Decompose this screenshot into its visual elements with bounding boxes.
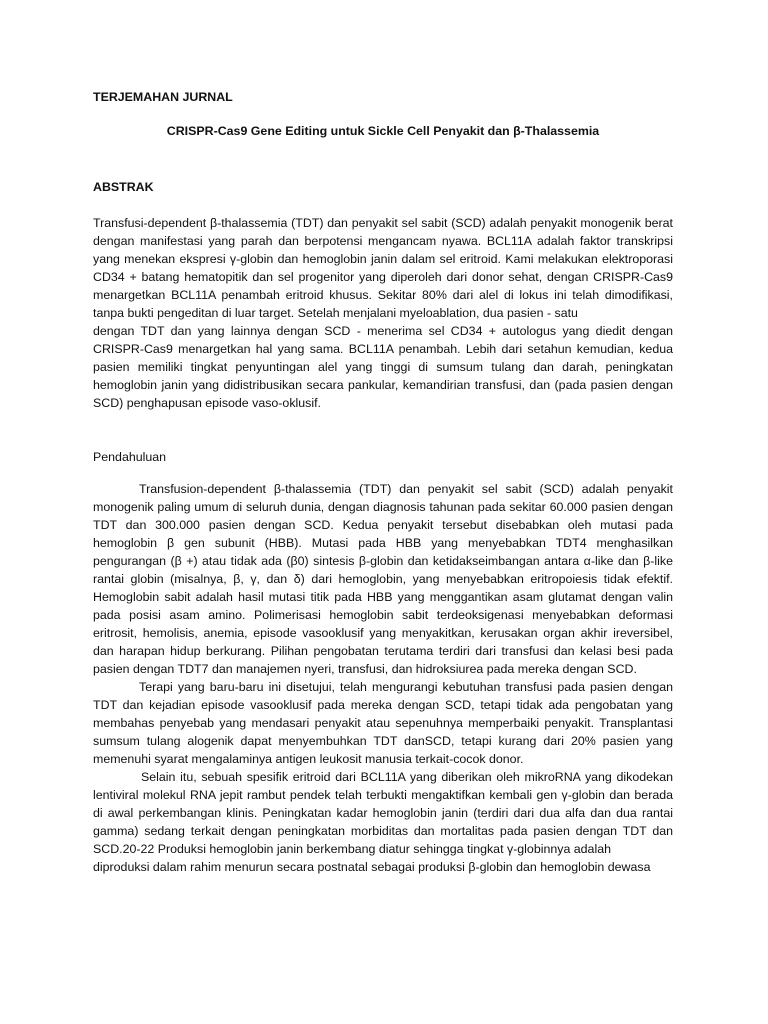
abstract-paragraph: dengan TDT dan yang lainnya dengan SCD - menerima sel CD34 + autologus yang diedit dengan CRISPR-Cas9 menargetkan hal yang sama. BCL11A penambah. Lebih dari setahun kemudian, kedua pasien memiliki tingkat penyuntingan alel yang tinggi di sumsum tulang dan darah, peningkatan hemoglobin janin yang didistribusikan secara pankular, kemandirian transfusi, dan (pada pasien dengan SCD) penghapusan episode vaso-oklusif. — [93, 324, 673, 410]
abstract-paragraph: Transfusi-dependent β-thalassemia (TDT) dan penyakit sel sabit (SCD) adalah penyakit monogenik berat dengan manifestasi yang parah dan berpotensi mengancam nyawa. BCL11A adalah faktor transkripsi yang menekan ekspresi γ-globin dan hemoglobin janin dalam sel eritroid. Kami melakukan elektroporasi CD34 + batang hematopitik dan sel progenitor yang diperoleh dari donor sehat, dengan CRISPR-Cas9 menargetkan BCL11A penambah eritroid khusus. Sekitar 80% dari alel di lokus ini telah dimodifikasi, tanpa bukti pengeditan di luar target. Setelah menjalani myeloablation, dua pasien - satu — [93, 216, 673, 320]
intro-paragraph: Selain itu, sebuah spesifik eritroid dari BCL11A yang diberikan oleh mikroRNA yang dikodekan lentiviral molekul RNA jepit rambut pendek telah terbukti mengaktifkan kembali gen γ-globin dan berada di awal perkembangan klinis. Peningkatan kadar hemoglobin janin (terdiri dari dua alfa dan dua rantai gamma) sedang terkait dengan peningkatan morbiditas dan mortalitas pada pasien dengan TDT dan SCD.20-22 Produksi hemoglobin janin berkembang diatur sehingga tingkat γ-globinnya adalah — [93, 770, 673, 856]
intro-paragraph: diproduksi dalam rahim menurun secara postnatal sebagai produksi β-globin dan hemoglobin dewasa — [93, 860, 651, 874]
intro-paragraph: Terapi yang baru-baru ini disetujui, telah mengurangi kebutuhan transfusi pada pasien dengan TDT dan kejadian episode vasooklusif pada mereka dengan SCD, tetapi tidak ada pengobatan yang membahas penyebab yang mendasari penyakit atau sepenuhnya memperbaiki penyakit. Transplantasi sumsum tulang alogenik dapat menyembuhkan TDT danSCD, tetapi kurang dari 20% pasien yang memenuhi syarat mengalaminya antigen leukosit manusia terkait-cocok donor. — [93, 680, 673, 766]
doc-title: CRISPR-Cas9 Gene Editing untuk Sickle Cell Penyakit dan β-Thalassemia — [166, 124, 600, 138]
intro-heading: Pendahuluan — [93, 450, 167, 464]
spacer — [93, 412, 673, 430]
doc-label: TERJEMAHAN JURNAL — [93, 90, 233, 104]
intro-paragraph: Transfusion-dependent β-thalassemia (TDT) dan penyakit sel sabit (SCD) adalah penyakit monogenik paling umum di seluruh dunia, dengan diagnosis tahunan pada sekitar 60.000 pasien dengan TDT dan 300.000 pasien dengan SCD. Kedua penyakit tersebut disebabkan oleh mutasi pada hemoglobin β gen subunit (HBB). Mutasi pada HBB yang menyebabkan TDT4 menghasilkan pengurangan (β +) atau tidak ada (β0) sintesis β-globin dan ketidakseimbangan antara α-like dan β-like rantai globin (misalnya, β, γ, dan δ) dari hemoglobin, yang menyebabkan eritropoiesis tidak efektif. Hemoglobin sabit adalah hasil mutasi titik pada HBB yang menggantikan asam glutamat dengan valin pada posisi asam amino. Polimerisasi hemoglobin sabit terdeoksigenasi menyebabkan deformasi eritrosit, hemolisis, anemia, episode vasooklusif yang menyakitkan, kerusakan organ akhir ireversibel, dan harapan hidup berkurang. Pilihan pengobatan terutama terdiri dari transfusi dan kelasi besi pada pasien dengan TDT7 dan manajemen nyeri, transfusi, dan hidroksiurea pada mereka dengan SCD. — [93, 482, 673, 676]
abstract-heading: ABSTRAK — [93, 180, 154, 194]
document-body — [93, 88, 673, 876]
spacer — [93, 430, 673, 448]
